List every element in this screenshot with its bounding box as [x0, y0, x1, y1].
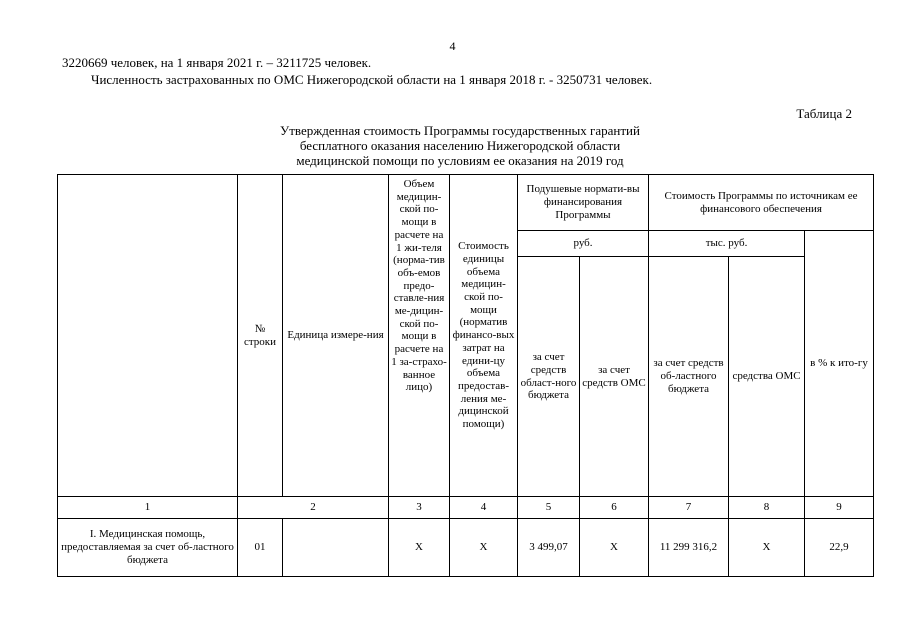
column-number: 2 [238, 497, 389, 519]
intro-line-1: 3220669 человек, на 1 января 2021 г. – 3211725 человек. [62, 55, 372, 70]
column-number: 9 [805, 497, 874, 519]
row-unit [283, 519, 389, 577]
header-program-cost: Стоимость Программы по источникам ее финансового обеспечения [649, 175, 874, 231]
row-per-capita-regional: 3 499,07 [518, 519, 580, 577]
header-per-capita-oms: за счет средств ОМС [580, 257, 649, 497]
header-unit: Единица измере-ния [283, 175, 389, 497]
row-unit-cost: X [450, 519, 518, 577]
column-number: 8 [729, 497, 805, 519]
row-per-capita-oms: X [580, 519, 649, 577]
header-thous-rub: тыс. руб. [649, 231, 805, 257]
caption-line-2: бесплатного оказания населению Нижегородской области [299, 138, 621, 153]
column-number: 7 [649, 497, 729, 519]
header-row-number: № строки [238, 175, 283, 497]
table-label: Таблица 2 [796, 106, 852, 121]
column-number-row [58, 497, 874, 519]
column-number: 4 [450, 497, 518, 519]
column-number: 3 [389, 497, 450, 519]
row-volume: X [389, 519, 450, 577]
caption-line-1: Утвержденная стоимость Программы государственных гарантий [280, 123, 640, 138]
header-rub: руб. [518, 231, 649, 257]
column-number: 1 [58, 497, 238, 519]
caption-line-3: медицинской помощи по условиям ее оказания на 2019 год [296, 153, 624, 168]
row-name: I. Медицинская помощь, предоставляемая за счет об-ластного бюджета [58, 519, 238, 577]
page-number: 4 [449, 39, 456, 53]
row-number: 01 [238, 519, 283, 577]
intro-line-2: Численность застрахованных по ОМС Нижегородской области на 1 января 2018 г. - 3250731 человек. [91, 72, 653, 87]
column-number: 5 [518, 497, 580, 519]
header-per-capita-regional: за счет средств област-ного бюджета [518, 257, 580, 497]
header-cost-regional: за счет средств об-ластного бюджета [649, 257, 729, 497]
row-cost-regional: 11 299 316,2 [649, 519, 729, 577]
row-cost-oms: X [729, 519, 805, 577]
header-percent: в % к ито-гу [805, 231, 874, 497]
table-caption [200, 123, 720, 168]
header-per-capita: Подушевые нормати-вы финансирования Программы [518, 175, 649, 231]
column-number: 6 [580, 497, 649, 519]
header-cost-oms: средства ОМС [729, 257, 805, 497]
header-name [58, 175, 238, 497]
program-cost-table [57, 174, 874, 577]
header-unit-cost: Стоимость единицы объема медицин-ской по-мощи (норматив финансо-вых затрат на едини-цу объема предостав-ления ме-дицинской помощи) [450, 175, 518, 497]
table-row [58, 519, 874, 577]
row-percent: 22,9 [805, 519, 874, 577]
header-volume: Объем медицин-ской по-мощи в расчете на 1 жи-теля (норма-тив объ-емов предо-ставле-ния ме-дицин-ской по-мощи в расчете на 1 за-страхо-ванное лицо) [389, 175, 450, 497]
